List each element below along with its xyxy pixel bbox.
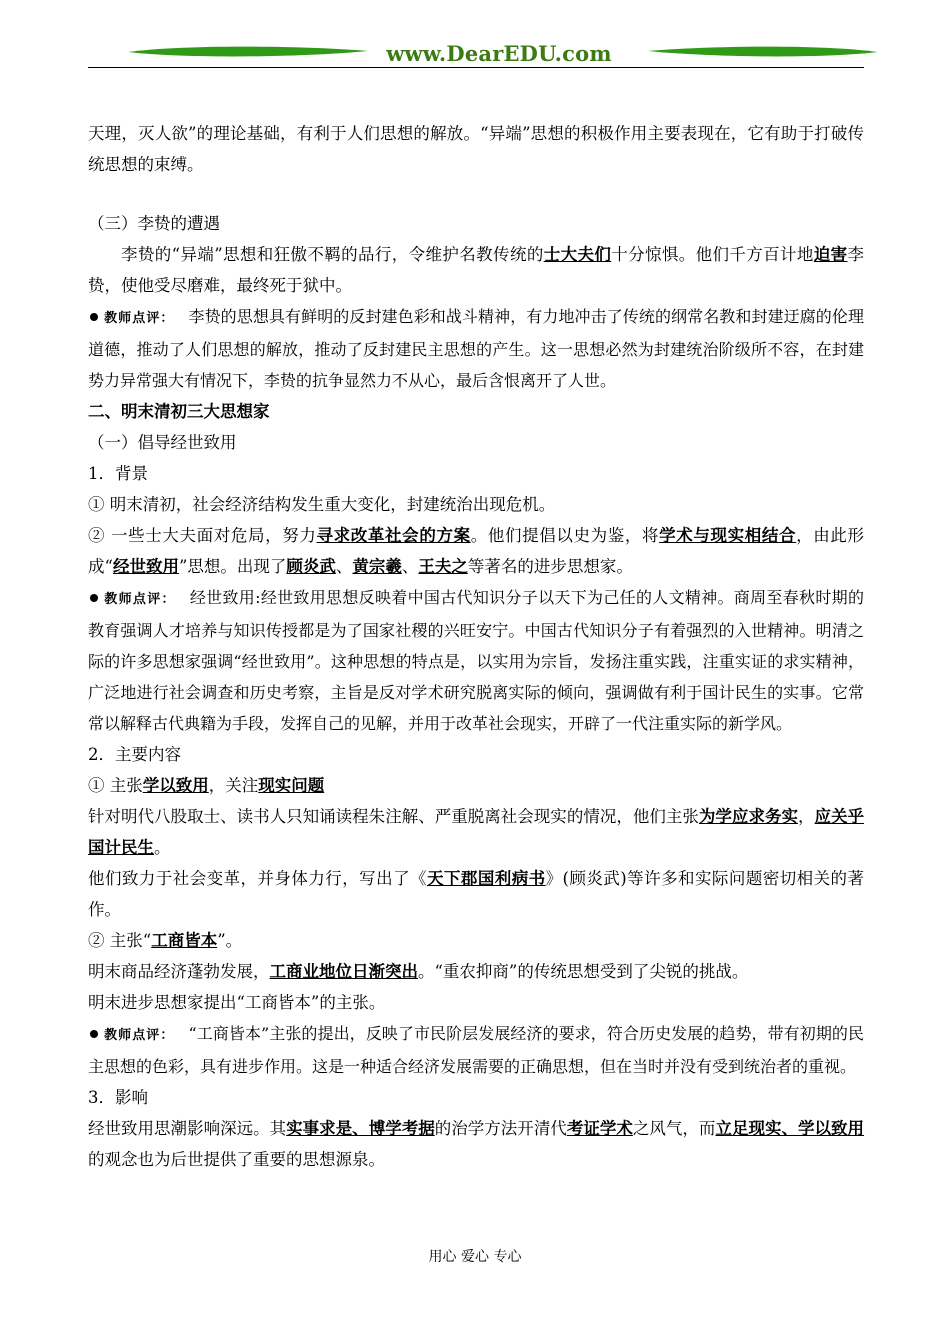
- list-item: ② 主张“工商皆本”。: [88, 931, 243, 950]
- green-leaf-right-decoration: [648, 44, 878, 60]
- page-header: [88, 36, 864, 70]
- green-leaf-left-decoration: [128, 44, 368, 60]
- paragraph: 明末商品经济蓬勃发展，工商业地位日渐突出。“重农抑商”的传统思想受到了尖锐的挑战。: [88, 962, 749, 981]
- paragraph-li-zhi: 李贽的“异端”思想和狂傲不羁的品行，令维护名教传统的士大夫们十分惊惧。他们千方百计地迫害李贽，使他受尽磨难，最终死于狱中。: [88, 245, 865, 295]
- bullet-icon: [90, 1030, 98, 1038]
- paragraph: 针对明代八股取士、读书人只知诵读程朱注解、严重脱离社会现实的情况，他们主张为学应求务实，应关乎国计民生。: [88, 807, 865, 857]
- section-heading: 二、明末清初三大思想家: [88, 402, 270, 421]
- document-body: [88, 118, 864, 1175]
- teacher-comment: 教师点评： 李贽的思想具有鲜明的反封建色彩和战斗精神，有力地冲击了传统的纲常名教和封建迂腐的伦理道德，推动了人们思想的解放，推动了反封建民主思想的产生。这一思想必然为封建统治阶级所不容，在封建势力异常强大有情况下，李贽的抗争显然力不从心，最后含恨离开了人世。: [88, 307, 864, 390]
- teacher-comment-label: 教师点评：: [104, 592, 176, 607]
- teacher-comment: 教师点评： 经世致用:经世致用思想反映着中国古代知识分子以天下为己任的人文精神。商周至春秋时期的教育强调人才培养与知识传授都是为了国家社稷的兴旺安宁。中国古代知识分子有着强烈的入世精神。明清之际的许多思想家强调“经世致用”。这种思想的特点是，以实用为宗旨，发扬注重实践，注重实证的求实精神，广泛地进行社会调查和历史考察，主旨是反对学术研究脱离实际的倾向，强调做有利于国计民生的实事。它常常以解释古代典籍为手段，发挥自己的见解，并用于改革社会现实，开辟了一代注重实际的新学风。: [88, 588, 864, 733]
- paragraph-continuation: 天理，灭人欲”的理论基础，有利于人们思想的解放。“异端”思想的积极作用主要表现在，它有助于打破传统思想的束缚。: [88, 124, 864, 174]
- bullet-icon: [90, 313, 98, 321]
- teacher-comment-label: 教师点评：: [104, 1028, 175, 1043]
- subsection-title: （一）倡导经世致用: [88, 433, 237, 452]
- paragraph: 明末进步思想家提出“工商皆本”的主张。: [88, 993, 386, 1012]
- key-term: 迫害: [813, 245, 848, 264]
- teacher-comment: 教师点评： “工商皆本”主张的提出，反映了市民阶层发展经济的要求，符合历史发展的趋势，带有初期的民主思想的色彩，具有进步作用。这是一种适合经济发展需要的正确思想，但在当时并没有受到统治者的重视。: [88, 1024, 864, 1076]
- teacher-comment-label: 教师点评：: [104, 311, 175, 326]
- list-item: ① 主张学以致用，关注现实问题: [88, 776, 325, 795]
- paragraph: 他们致力于社会变革，并身体力行，写出了《天下郡国利病书》(顾炎武)等许多和实际问题密切相关的著作。: [88, 869, 865, 919]
- list-item: ① 明末清初，社会经济结构发生重大变化，封建统治出现危机。: [88, 495, 556, 514]
- page-footer: 用心 爱心 专心: [428, 1249, 522, 1265]
- list-item: ② 一些士大夫面对危局，努力寻求改革社会的方案。他们提倡以史为鉴，将学术与现实相结合，由此形成“经世致用”思想。出现了顾炎武、黄宗羲、王夫之等著名的进步思想家。: [88, 526, 865, 576]
- item-title-background: 1．背景: [88, 464, 148, 483]
- header-divider: [88, 67, 864, 68]
- section-title-li-zhi-fate: （三）李贽的遭遇: [88, 214, 220, 233]
- site-logo-text: www.DearEDU.com: [386, 41, 612, 66]
- item-title-main-content: 2．主要内容: [88, 745, 181, 764]
- item-title-influence: 3．影响: [88, 1088, 148, 1107]
- key-term: 士大夫们: [543, 245, 612, 264]
- bullet-icon: [90, 594, 98, 602]
- paragraph: 经世致用思潮影响深远。其实事求是、博学考据的治学方法开清代考证学术之风气，而立足现实、学以致用的观念也为后世提供了重要的思想源泉。: [88, 1119, 865, 1169]
